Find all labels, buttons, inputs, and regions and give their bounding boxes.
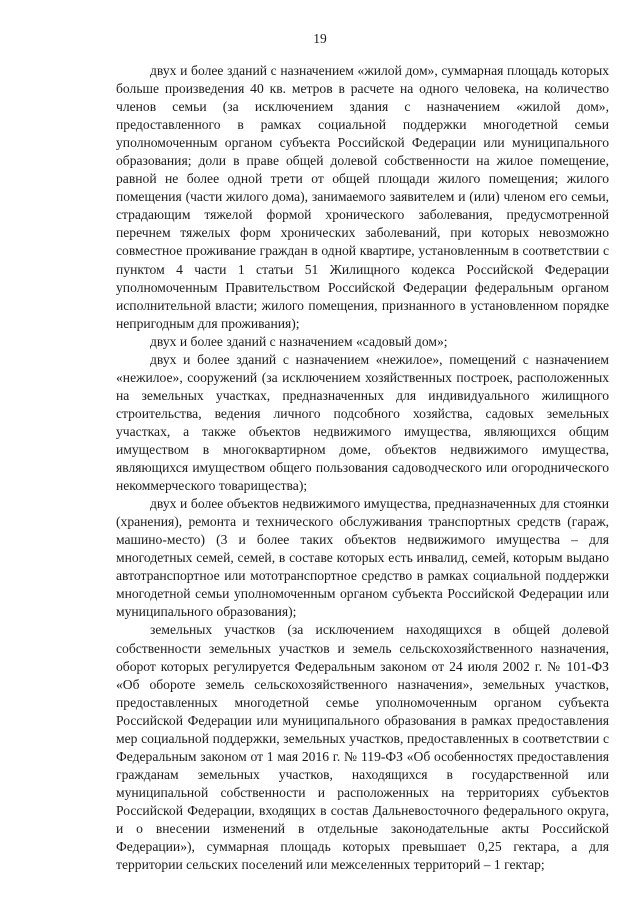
paragraph: двух и более зданий с назначением «нежилое», помещений с назначением «нежилое», сооружений (за исключением хозяйственных построек, расположенных на земельных участках, предназначенных для индивидуального жилищного строительства, ведения личного подсобного хозяйства, садовых земельных участках, а также объектов недвижимого имущества, являющихся общим имуществом в многоквартирном доме, объектов недвижимого имущества, являющихся имуществом общего пользования садоводческого или огороднического некоммерческого товарищества);	[116, 351, 609, 494]
paragraph: двух и более объектов недвижимого имущества, предназначенных для стоянки (хранения), ремонта и технического обслуживания транспортных средств (гараж, машино-место) (3 и более таких объектов недвижимого имущества – для многодетных семей, семей, в составе которых есть инвалид, семей, которым выдано автотранспортное или мототранспортное средство в рамках социальной поддержки многодетной семьи уполномоченным органом субъекта Российской Федерации или муниципального образования);	[116, 496, 609, 620]
paragraph: земельных участков (за исключением находящихся в общей долевой собственности земельных участков и земель сельскохозяйственного назначения, оборот которых регулируется Федеральным законом от 24 июля 2002 г. № 101-ФЗ «Об обороте земель сельскохозяйственного назначения», земельных участков, предоставленных многодетной семье уполномоченным органом субъекта Российской Федерации или муниципального образования в рамках предоставления мер социальной поддержки, земельных участков, предоставленных в соответствии с Федеральным законом от 1 мая 2016 г. № 119-ФЗ «Об особенностях предоставления гражданам земельных участков, находящихся в государственной или муниципальной собственности и расположенных на территориях субъектов Российской Федерации, входящих в состав Дальневосточного федерального округа, и о внесении изменений в отдельные законодательные акты Российской Федерации»), суммарная площадь которых превышает 0,25 гектара, а для территории сельских поселений или межселенных территорий – 1 гектар;	[116, 622, 609, 873]
paragraph: двух и более зданий с назначением «садовый дом»;	[150, 333, 448, 349]
document-body	[116, 62, 609, 874]
paragraph: двух и более зданий с назначением «жилой дом», суммарная площадь которых больше произведения 40 кв. метров в расчете на одного человека, на количество членов семьи (за исключением здания с назначением «жилой дом», предоставленного в рамках социальной поддержки многодетной семьи уполномоченным органом субъекта Российской Федерации или муниципального образования; доли в праве общей долевой собственности на жилое помещение, равной не более одной трети от общей площади жилого помещения; жилого помещения (части жилого дома), занимаемого заявителем и (или) членом его семьи, страдающим тяжелой формой хронического заболевания, предусмотренной перечнем тяжелых форм хронических заболеваний, при которых невозможно совместное проживание граждан в одной квартире, установленным в соответствии с пунктом 4 части 1 статьи 51 Жилищного кодекса Российской Федерации уполномоченным Правительством Российской Федерации федеральным органом исполнительной власти; жилого помещения, признанного в установленном порядке непригодным для проживания);	[116, 63, 609, 331]
page-number: 19	[313, 31, 327, 46]
